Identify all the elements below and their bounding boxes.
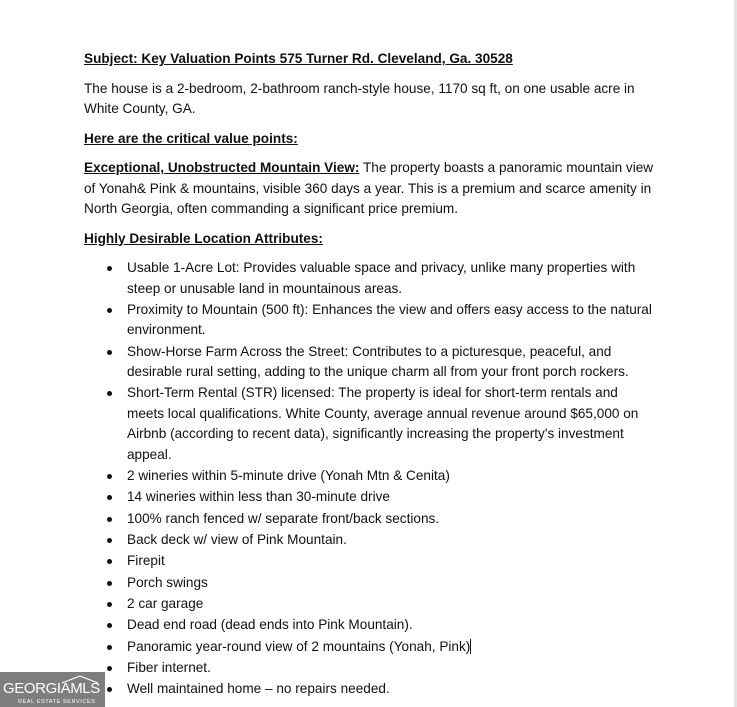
intro-paragraph: The house is a 2-bedroom, 2-bathroom ranch-style house, 1170 sq ft, on one usable acre in White County, GA. <box>84 80 635 116</box>
watermark-name: GEORGIAMLS <box>3 680 100 697</box>
mountain-view-label: Exceptional, Unobstructed Mountain View: <box>84 160 360 175</box>
text-cursor <box>470 639 471 654</box>
list-item: 14 wineries within less than 30-minute drive <box>84 487 654 508</box>
list-item: 100% ranch fenced w/ separate front/back sections. <box>84 509 654 530</box>
list-item: Show-Horse Farm Across the Street: Contributes to a picturesque, peaceful, and desirable rural setting, adding to the unique charm all from your front porch rockers. <box>84 342 654 383</box>
list-item: Back deck w/ view of Pink Mountain. <box>84 530 654 551</box>
value-points-list <box>84 258 654 700</box>
georgiamls-watermark <box>0 672 105 707</box>
list-item: Well maintained home – no repairs needed. <box>84 679 654 700</box>
document-body <box>84 49 654 700</box>
list-item: Porch swings <box>84 573 654 594</box>
mountain-view-paragraph <box>84 158 654 220</box>
list-item: Dead end road (dead ends into Pink Mountain). <box>84 615 654 636</box>
list-item: Usable 1-Acre Lot: Provides valuable space and privacy, unlike many properties with steep or unusable land in mountainous areas. <box>84 258 654 299</box>
list-item: 2 car garage <box>84 594 654 615</box>
watermark-tagline: REAL ESTATE SERVICES <box>18 699 96 705</box>
list-item: Fiber internet. <box>84 658 654 679</box>
list-item: Proximity to Mountain (500 ft): Enhances the view and offers easy access to the natural environment. <box>84 300 654 341</box>
list-item: 2 wineries within 5-minute drive (Yonah Mtn & Cenita) <box>84 466 654 487</box>
list-item: Firepit <box>84 551 654 572</box>
location-attributes-heading: Highly Desirable Location Attributes: <box>84 230 323 246</box>
list-item: Short-Term Rental (STR) licensed: The property is ideal for short-term rentals and meets local qualifications. White County, average annual revenue around $65,000 on Airbnb (according to recent data), significantly increasing the property's investment appeal. <box>84 383 654 465</box>
list-item-text: Panoramic year-round view of 2 mountains (Yonah, Pink) <box>127 638 471 654</box>
list-item-with-cursor <box>84 637 654 658</box>
mountain-view-text: The property boasts a panoramic mountain view of Yonah& Pink & mountains, visible 360 days a year. This is a premium and scarce amenity in North Georgia, often commanding a significant price premium. <box>84 160 654 216</box>
critical-points-heading: Here are the critical value points: <box>84 130 298 146</box>
subject-line: Subject: Key Valuation Points 575 Turner Rd. Cleveland, Ga. 30528 <box>84 51 513 66</box>
